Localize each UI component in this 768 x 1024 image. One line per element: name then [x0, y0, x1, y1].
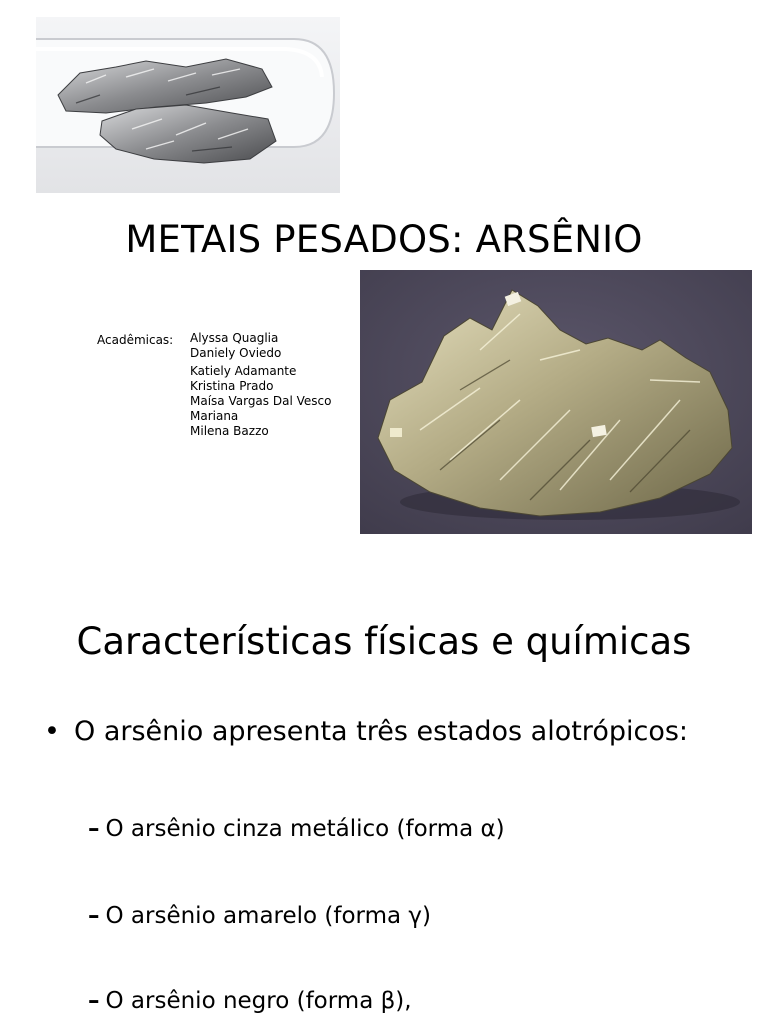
- bullet-marker: •: [44, 716, 60, 747]
- dash-marker: –: [88, 988, 100, 1014]
- sub-item: [88, 816, 505, 842]
- page-title: METAIS PESADOS: ARSÊNIO: [125, 218, 643, 261]
- sub-item: [88, 988, 412, 1014]
- credits-label: Acadêmicas:: [97, 333, 174, 347]
- author-name: Alyssa Quaglia: [190, 331, 279, 345]
- author-name: Milena Bazzo: [190, 424, 269, 438]
- section-title: Características físicas e químicas: [76, 620, 692, 663]
- bullet-item: [44, 716, 688, 747]
- author-name: Daniely Oviedo: [190, 346, 282, 360]
- bullet-text: O arsênio apresenta três estados alotrópicos:: [74, 716, 688, 747]
- sub-item-text: O arsênio amarelo (forma γ): [105, 903, 432, 929]
- arsenic-test-tube-photo: [36, 17, 340, 193]
- author-name: Mariana: [190, 409, 239, 423]
- dash-marker: –: [88, 903, 100, 929]
- author-name: Maísa Vargas Dal Vesco: [190, 394, 332, 408]
- sub-item-text: O arsênio cinza metálico (forma α): [105, 816, 505, 842]
- arsenic-crystal-photo: [360, 270, 752, 534]
- dash-marker: –: [88, 816, 100, 842]
- author-name: Katiely Adamante: [190, 364, 297, 378]
- sub-item: [88, 903, 431, 929]
- author-name: Kristina Prado: [190, 379, 274, 393]
- sub-item-text: O arsênio negro (forma β),: [105, 988, 412, 1014]
- author-list: [190, 331, 360, 439]
- slide-2: [0, 576, 768, 1024]
